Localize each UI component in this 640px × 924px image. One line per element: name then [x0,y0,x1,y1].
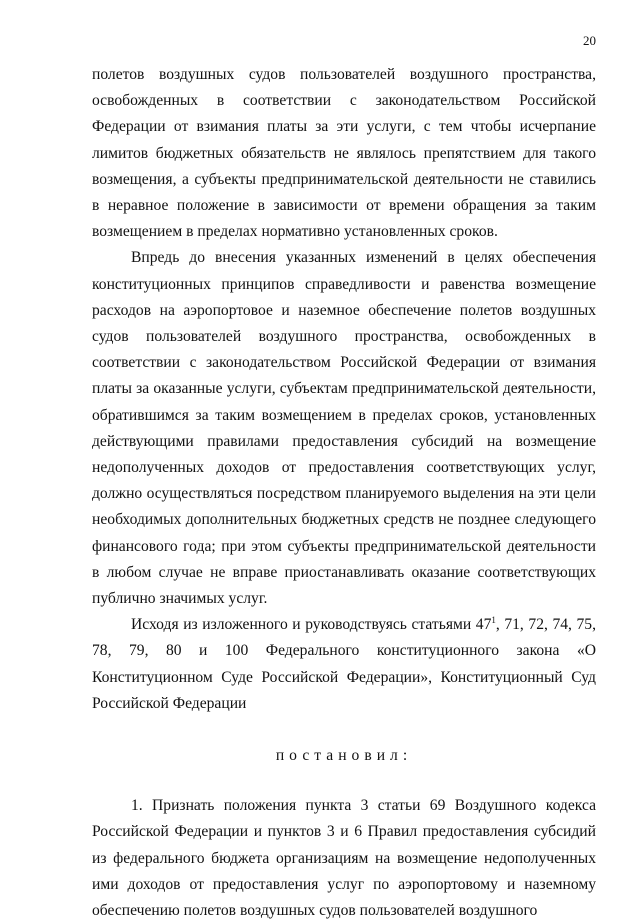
paragraph-continuation: полетов воздушных судов пользователей воздушного пространства, освобожденных в соответствии с законодательством Российской Федерации от взимания платы за эти услуги, с тем чтобы исчерпание лимитов бюджетных обязательств не являлось препятствием для такого возмещения, а субъекты предпринимательской деятельности не ставились в неравное положение в зависимости от времени обращения за таким возмещением в пределах нормативно установленных сроков. [92,66,596,241]
legal-basis-text-after: , 71, 72, 74, 75, 78, 79, 80 и 100 Федерального конституционного закона «О Конституционном Суде Российской Федерации», Конституционный Суд Российской Федерации [92,616,596,712]
legal-basis-text-before: Исходя из изложенного и руководствуясь статьями 47 [131,616,492,634]
paragraph-legal-basis [92,612,596,717]
document-body [92,62,596,924]
article-superscript: 1 [491,615,496,626]
page-number: 20 [583,33,596,48]
resolution-item-1: 1. Признать положения пункта 3 статьи 69 Воздушного кодекса Российской Федерации и пунктов 3 и 6 Правил предоставления субсидий из федерального бюджета организациям на возмещение недополученных ими доходов от предоставления услуг по аэропортовому и наземному обеспечению полетов воздушных судов пользователей воздушного [92,797,596,920]
paragraph-reimbursement: Впредь до внесения указанных изменений в целях обеспечения конституционных принципов справедливости и равенства возмещение расходов на аэропортовое и наземное обеспечение полетов воздушных судов пользователей воздушного пространства, освобожденных в соответствии с законодательством Российской Федерации от взимания платы за оказанные услуги, субъектам предпринимательской деятельности, обратившимся за таким возмещением в пределах сроков, установленных действующими правилами предоставления субсидий на возмещение недополученных доходов от предоставления соответствующих услуг, должно осуществляться посредством планируемого выделения на эти цели необходимых дополнительных бюджетных средств не позднее следующего финансового года; при этом субъекты предпринимательской деятельности в любом случае не вправе приостанавливать оказание соответствующих публично значимых услуг. [92,249,596,608]
decision-heading: постановил: [275,747,413,765]
